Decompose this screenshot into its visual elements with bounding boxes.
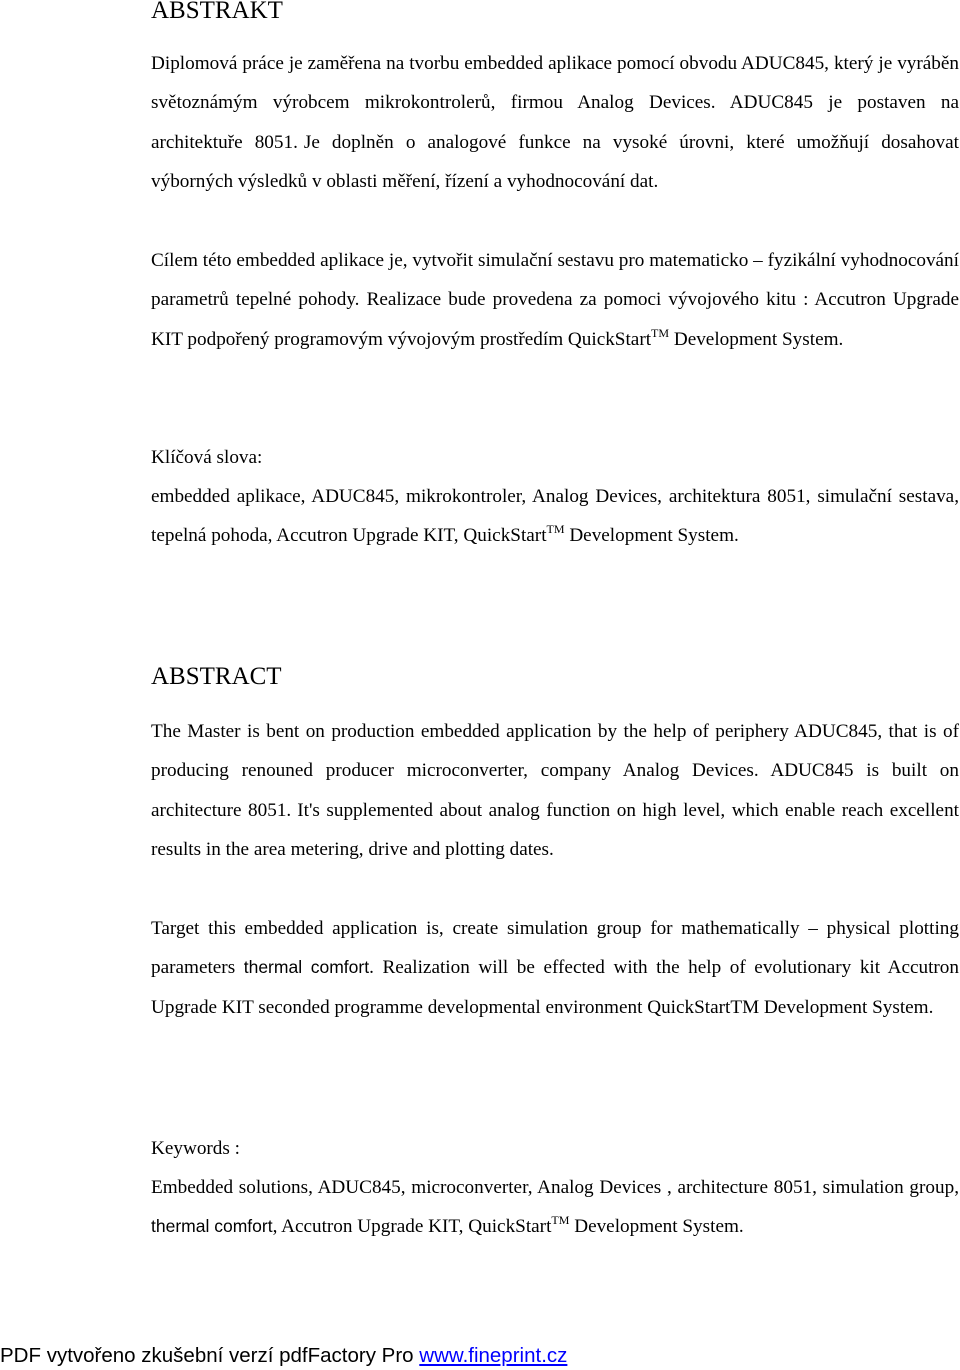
abstrakt-heading: ABSTRAKT [151,0,283,24]
footer-text: PDF vytvořeno zkušební verzí pdfFactory Pro [0,1344,420,1367]
abstrakt-p1-text: Diplomová práce je zaměřena na tvorbu embedded aplikace pomocí obvodu ADUC845, který je vyráběn světoznámým výrobcem mikrokontrolerů, firmou Analog Devices. ADUC845 je postaven na architektuře 8051. [151,53,959,153]
fineprint-link[interactable]: www.fineprint.cz [419,1344,568,1367]
thermal-comfort-term: thermal comfort [151,1216,273,1236]
trademark-sup: TM [651,325,670,340]
abstrakt-p2-text: Cílem této embedded aplikace je, vytvořit simulační sestavu pro matematicko – fyzikální vyhodnocování parametrů tepelné pohody. Realizace bude provedena za pomoci vývojového kitu : Accutron Upgrade KIT podpořený programovým vývojovým prostředím QuickStart [151,250,959,350]
klicova-slova-list: embedded aplikace, ADUC845, mikrokontroler, Analog Devices, architektura 8051, simulační sestava, tepelná pohoda, Accutron Upgrade KIT, QuickStart [151,486,959,546]
abstract-heading: ABSTRACT [151,663,282,690]
abstract-paragraph-2 [151,909,959,1027]
abstract-p1-text: The Master is bent on production embedded application by the help of periphery ADUC845, that is of producing renouned producer microconverter, company Analog Devices. ADUC845 is built on architecture 8051. [151,721,959,821]
keywords-label: Keywords : [151,1138,240,1159]
thermal-comfort-term: thermal comfort [243,957,370,978]
pdf-footer [0,1342,567,1370]
keywords-text [151,1168,959,1246]
trademark-sup: TM [551,1213,570,1227]
trademark-sup: TM [546,522,565,536]
abstrakt-paragraph-2 [151,241,959,359]
abstrakt-p2-end: Development System. [669,328,844,350]
abstract-p2-end: . Realization will be effected with the help of evolutionary kit Accutron Upgrade KIT seconded programme developmental environment QuickStartTM Development System. [151,957,959,1018]
klicova-slova-label: Klíčová slova: [151,447,263,468]
keywords-list-cont: , Accutron Upgrade KIT, QuickStart [272,1216,552,1237]
abstrakt-paragraph-1 [151,44,959,201]
keywords-list: Embedded solutions, ADUC845, microconverter, Analog Devices , architecture 8051, simulation group, [151,1177,959,1198]
klicova-slova-text [151,477,959,555]
klicova-slova-end: Development System. [564,525,739,546]
keywords-end: Development System. [569,1216,744,1237]
abstract-p1b-text: It's supplemented about analog function on high level, which enable reach excellent results in the area metering, drive and plotting dates. [151,799,959,860]
abstrakt-p1b-text: Je doplněn o analogové funkce na vysoké úrovni, které umožňují dosahovat výborných výsledků v oblasti měření, řízení a vyhodnocování dat. [151,131,960,192]
abstract-p2-text: Target this embedded application is, create simulation group for mathematically – physical plotting parameters [151,918,959,979]
abstract-paragraph-1 [151,712,959,869]
